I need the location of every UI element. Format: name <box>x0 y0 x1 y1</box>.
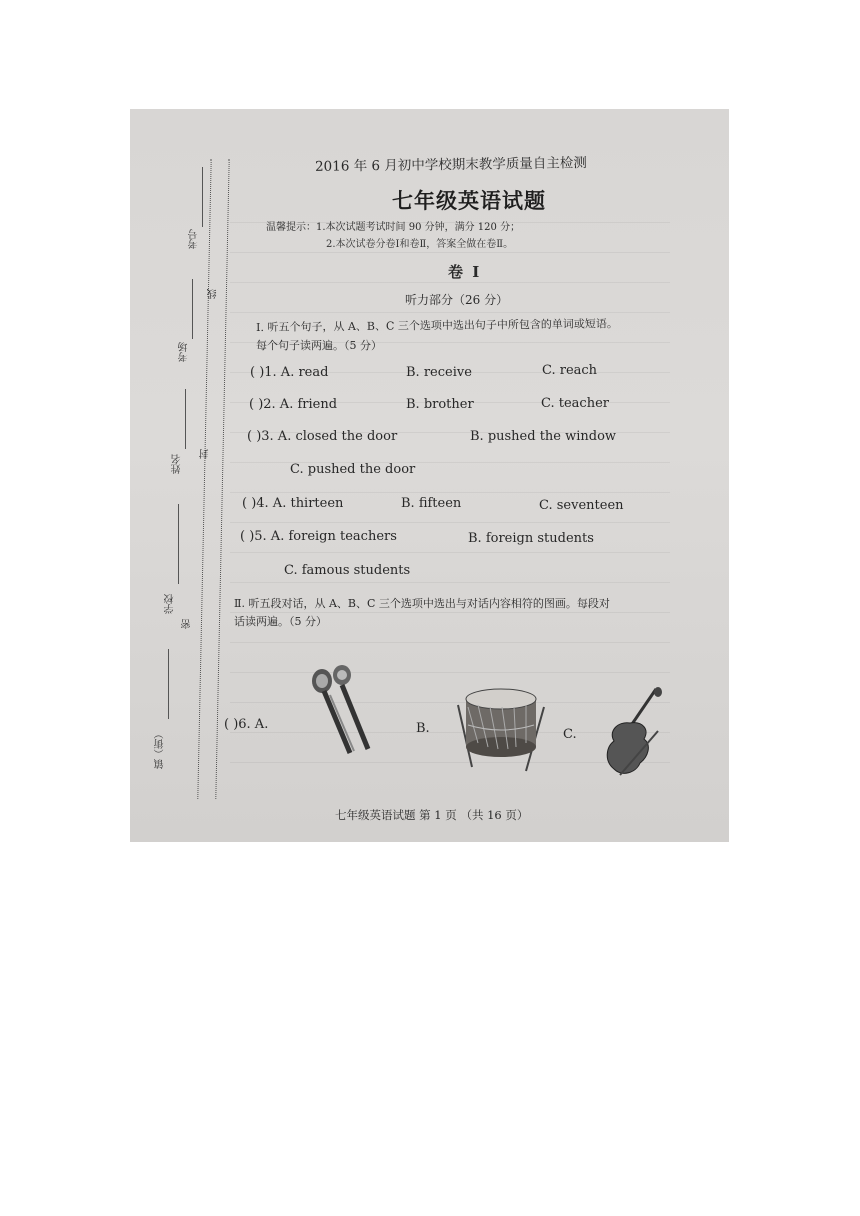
part1-instruction-line1: Ⅰ. 听五个句子，从 A、B、C 三个选项中选出句子中所包含的单词或短语。 <box>256 317 618 334</box>
question-2-c: C. teacher <box>541 396 609 411</box>
question-6-b: B. <box>416 721 430 736</box>
question-4-c: C. seventeen <box>539 498 624 513</box>
question-1-b: B. receive <box>406 365 472 380</box>
part1-instruction-line2: 每个句子读两遍。（5 分） <box>256 339 382 352</box>
town-blank <box>168 649 169 719</box>
question-6-c: C. <box>563 727 577 742</box>
question-1-a: ( )1. A. read <box>250 365 329 380</box>
question-2-b: B. brother <box>406 397 474 412</box>
question-3-a: ( )3. A. closed the door <box>247 429 398 444</box>
question-2-a: ( )2. A. friend <box>249 397 338 412</box>
exam-number-label: 考号 <box>189 229 200 249</box>
violin-icon <box>600 687 670 782</box>
question-4-a: ( )4. A. thirteen <box>242 496 344 511</box>
question-5-c: C. famous students <box>284 563 411 578</box>
part2-instruction-line2: 话读两遍。（5 分） <box>234 615 327 628</box>
tips-label: 温馨提示： <box>266 222 316 233</box>
question-3-b: B. pushed the window <box>470 429 617 444</box>
town-label: 镇（街） <box>155 729 166 769</box>
page-footer: 七年级英语试题 第 1 页 （共 16 页） <box>335 808 529 822</box>
seal-mark-line: 线 <box>208 289 219 299</box>
seal-mark-secret: 密 <box>182 619 193 629</box>
name-label: 姓名 <box>172 454 183 474</box>
tips <box>266 221 520 235</box>
exam-room-blank <box>192 279 193 339</box>
exam-line: 2016 年 6 月初中学校期末教学质量自主检测 <box>314 155 587 175</box>
school-blank <box>178 504 179 584</box>
question-5-b: B. foreign students <box>468 531 594 546</box>
drum-icon <box>450 687 550 777</box>
volume-heading: 卷 Ⅰ <box>448 263 482 281</box>
school-label: 学校 <box>165 594 176 614</box>
question-1-c: C. reach <box>542 363 598 378</box>
question-3-c: C. pushed the door <box>290 462 416 477</box>
bleed-through <box>230 204 670 764</box>
hulusi-flute-icon <box>308 665 378 760</box>
name-blank <box>185 389 186 449</box>
exam-number-blank <box>202 167 203 227</box>
exam-photo <box>130 109 729 842</box>
question-4-b: B. fifteen <box>401 496 462 511</box>
exam-room-label: 考场 <box>179 342 190 362</box>
binding-dotted-line-inner <box>197 159 211 799</box>
listening-heading: 听力部分（26 分） <box>405 293 509 307</box>
seal-mark-seal: 封 <box>200 449 211 459</box>
page-title: 七年级英语试题 <box>392 188 546 213</box>
tip-2: 2.本次试卷分卷Ⅰ和卷Ⅱ，答案全做在卷Ⅱ。 <box>326 239 514 250</box>
binding-dotted-line <box>215 159 229 799</box>
question-5-a: ( )5. A. foreign teachers <box>240 529 397 544</box>
tip-1: 1.本次试题考试时间 90 分钟，满分 120 分； <box>316 222 521 233</box>
part2-instruction-line1: Ⅱ. 听五段对话，从 A、B、C 三个选项中选出与对话内容相符的图画。每段对 <box>234 597 610 610</box>
question-6-a: ( )6. A. <box>224 717 269 732</box>
